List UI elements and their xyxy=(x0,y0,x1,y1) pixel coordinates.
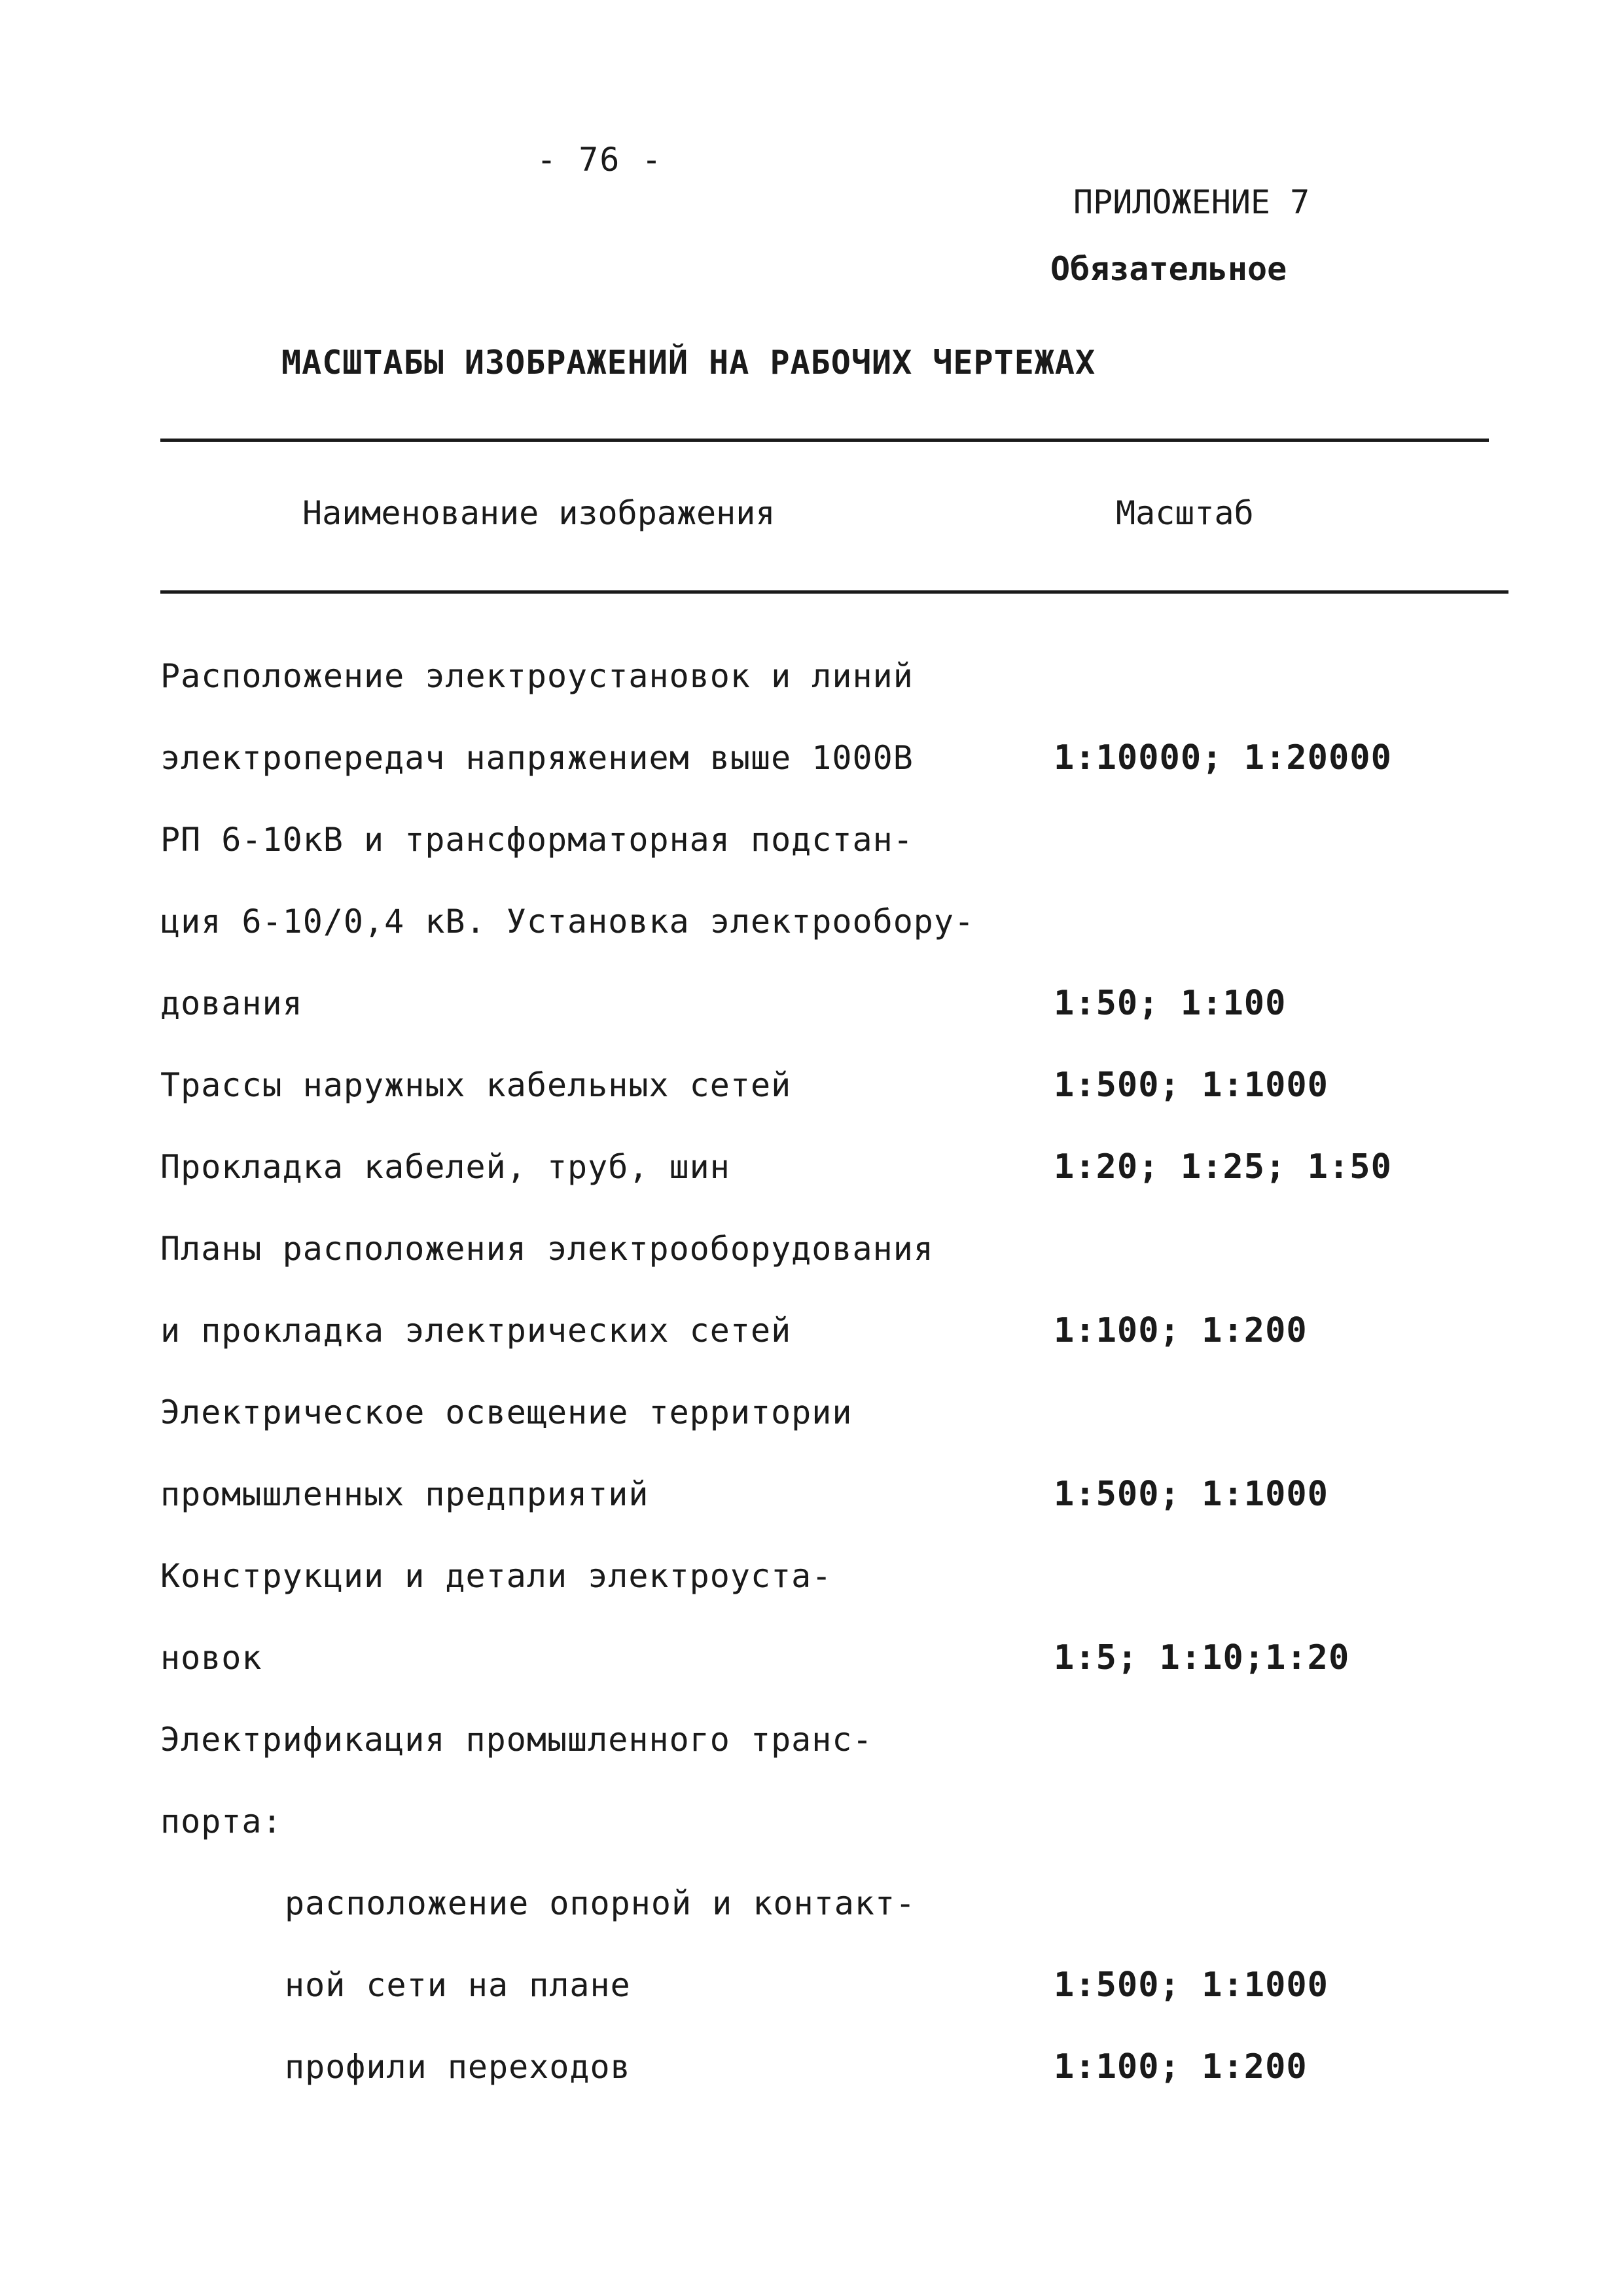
image-name-cell: порта: xyxy=(160,1802,283,1840)
table-row xyxy=(160,1862,1508,1944)
image-name-cell: Конструкции и детали электроуста- xyxy=(160,1556,832,1595)
scale-cell: 1:500; 1:1000 xyxy=(1054,1965,1329,2005)
image-name-cell: расположение опорной и контакт- xyxy=(285,1884,916,1922)
table-row xyxy=(160,635,1508,717)
table-row xyxy=(160,1617,1508,1698)
table-row xyxy=(160,880,1508,962)
image-name-cell: и прокладка электрических сетей xyxy=(160,1311,792,1350)
image-name-cell: дования xyxy=(160,984,303,1022)
table-top-rule xyxy=(160,439,1489,442)
scale-cell: 1:100; 1:200 xyxy=(1054,1310,1308,1350)
image-name-cell: электропередач напряжением выше 1000В xyxy=(160,738,914,777)
scale-cell: 1:50; 1:100 xyxy=(1054,983,1287,1023)
document-title: МАСШТАБЫ ИЗОБРАЖЕНИЙ НА РАБОЧИХ ЧЕРТЕЖАХ xyxy=(281,344,1096,382)
image-name-cell: промышленных предприятий xyxy=(160,1475,649,1513)
table-row xyxy=(160,962,1508,1044)
image-name-cell: Трассы наружных кабельных сетей xyxy=(160,1066,792,1104)
table-row xyxy=(160,1044,1508,1126)
table-row xyxy=(160,798,1508,880)
image-name-cell: Электрификация промышленного транс- xyxy=(160,1720,873,1759)
table-row xyxy=(160,1453,1508,1535)
table-row xyxy=(160,1208,1508,1289)
table-row xyxy=(160,717,1508,798)
table-row xyxy=(160,1780,1508,1862)
table-row xyxy=(160,1126,1508,1208)
image-name-cell: ция 6-10/0,4 кВ. Установка электрообору- xyxy=(160,902,975,941)
image-name-cell: РП 6-10кВ и трансформаторная подстан- xyxy=(160,820,914,859)
image-name-cell: Электрическое освещение территории xyxy=(160,1393,853,1431)
image-name-cell: профили переходов xyxy=(285,2047,631,2086)
appendix-status: Обязательное xyxy=(1050,250,1287,288)
appendix-label: ПРИЛОЖЕНИЕ 7 xyxy=(1073,183,1310,221)
table-row xyxy=(160,1944,1508,2026)
column-header-scale: Масштаб xyxy=(1116,494,1254,532)
image-name-cell: ной сети на плане xyxy=(285,1965,631,2004)
table-row xyxy=(160,1535,1508,1617)
table-row xyxy=(160,1698,1508,1780)
page-number: - 76 - xyxy=(537,141,663,179)
scale-cell: 1:20; 1:25; 1:50 xyxy=(1054,1147,1392,1187)
table-row xyxy=(160,1289,1508,1371)
table-header-rule xyxy=(160,590,1508,594)
image-name-cell: новок xyxy=(160,1638,262,1677)
image-name-cell: Расположение электроустановок и линий xyxy=(160,656,914,695)
scale-cell: 1:10000; 1:20000 xyxy=(1054,738,1392,778)
table-body xyxy=(160,635,1508,2108)
scale-cell: 1:500; 1:1000 xyxy=(1054,1474,1329,1514)
scale-cell: 1:5; 1:10;1:20 xyxy=(1054,1638,1350,1677)
table-row xyxy=(160,2026,1508,2108)
table-row xyxy=(160,1371,1508,1453)
image-name-cell: Планы расположения электрооборудования xyxy=(160,1229,934,1268)
image-name-cell: Прокладка кабелей, труб, шин xyxy=(160,1147,730,1186)
scale-cell: 1:100; 1:200 xyxy=(1054,2047,1308,2087)
column-header-name: Наименование изображения xyxy=(302,494,776,532)
scale-cell: 1:500; 1:1000 xyxy=(1054,1065,1329,1105)
